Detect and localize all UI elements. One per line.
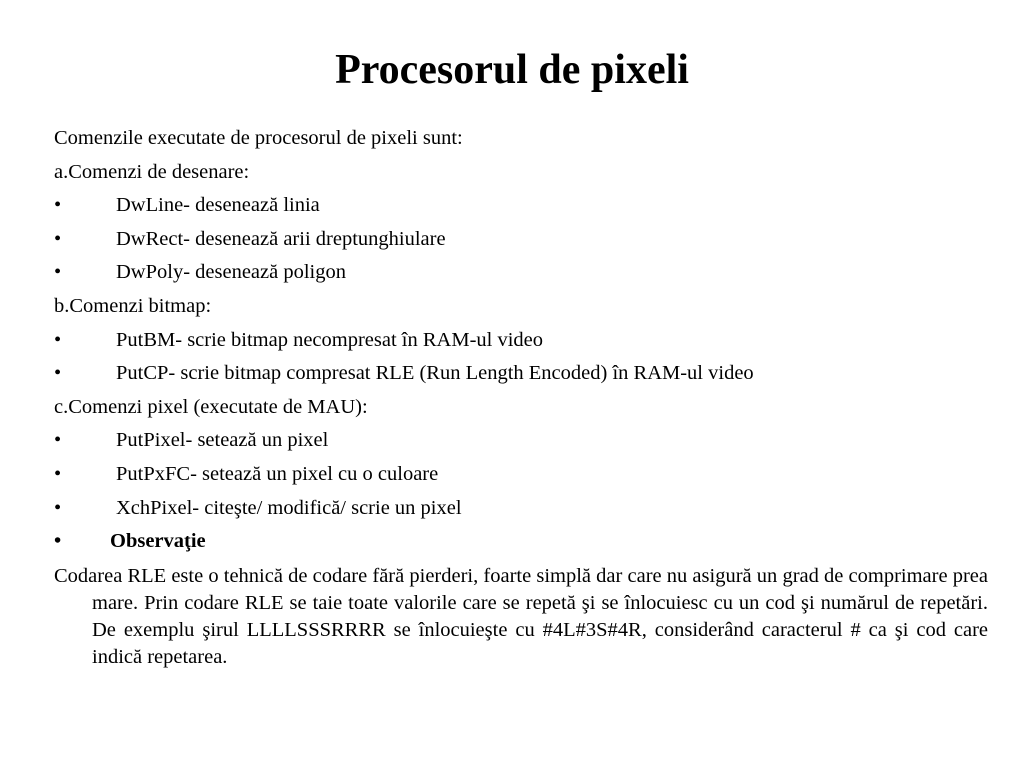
observation-label: Observaţie — [110, 530, 206, 553]
list-item — [54, 223, 988, 257]
bullet-icon: • — [54, 429, 62, 452]
list-item-text: XchPixel- citeşte/ modifică/ scrie un pixel — [116, 496, 462, 519]
list-item — [54, 324, 988, 358]
list-item-text: PutBM- scrie bitmap necompresat în RAM-ul video — [116, 328, 544, 351]
list-item-text: PutPixel- setează un pixel — [116, 429, 329, 452]
intro-text: Comenzile executate de procesorul de pixeli sunt: — [54, 127, 463, 149]
section-c-heading: c.Comenzi pixel (executate de MAU): — [54, 395, 368, 418]
list-item-text: PutPxFC- setează un pixel cu o culoare — [116, 462, 439, 485]
slide-content — [54, 122, 988, 671]
observation-paragraph: Codarea RLE este o tehnică de codare fără pierderi, foarte simplă dar care nu asigură un grad de comprimare prea mare. Prin codare RLE se taie toate valorile care se repetă şi se înlocuiesc cu un cod şi numărul de repetări. De exemplu şirul LLLLSSSRRRR se înlocuieşte cu #4L#3S#4R, considerând caracterul # ca şi cod care indică repetarea. — [54, 564, 988, 668]
bullet-icon: • — [54, 362, 62, 385]
list-item — [54, 424, 988, 458]
list-item-text: PutCP- scrie bitmap compresat RLE (Run Length Encoded) în RAM-ul video — [116, 362, 754, 385]
bullet-icon: • — [54, 496, 62, 519]
list-item — [54, 189, 988, 223]
list-item-text: DwPoly- desenează poligon — [116, 261, 346, 284]
section-b-heading: b.Comenzi bitmap: — [54, 294, 212, 317]
bullet-icon: • — [54, 462, 62, 485]
bullet-icon: • — [54, 530, 62, 553]
bullet-icon: • — [54, 227, 62, 250]
bullet-icon: • — [54, 194, 62, 217]
bullet-icon: • — [54, 328, 62, 351]
observation-heading — [54, 525, 988, 559]
list-item-text: DwRect- desenează arii dreptunghiulare — [116, 227, 446, 250]
slide-title: Procesorul de pixeli — [335, 47, 689, 93]
list-item — [54, 256, 988, 290]
list-item-text: DwLine- desenează linia — [116, 194, 320, 217]
section-a-heading: a.Comenzi de desenare: — [54, 160, 250, 183]
bullet-icon: • — [54, 261, 62, 284]
list-item — [54, 492, 988, 526]
list-item — [54, 458, 988, 492]
list-item — [54, 357, 988, 391]
